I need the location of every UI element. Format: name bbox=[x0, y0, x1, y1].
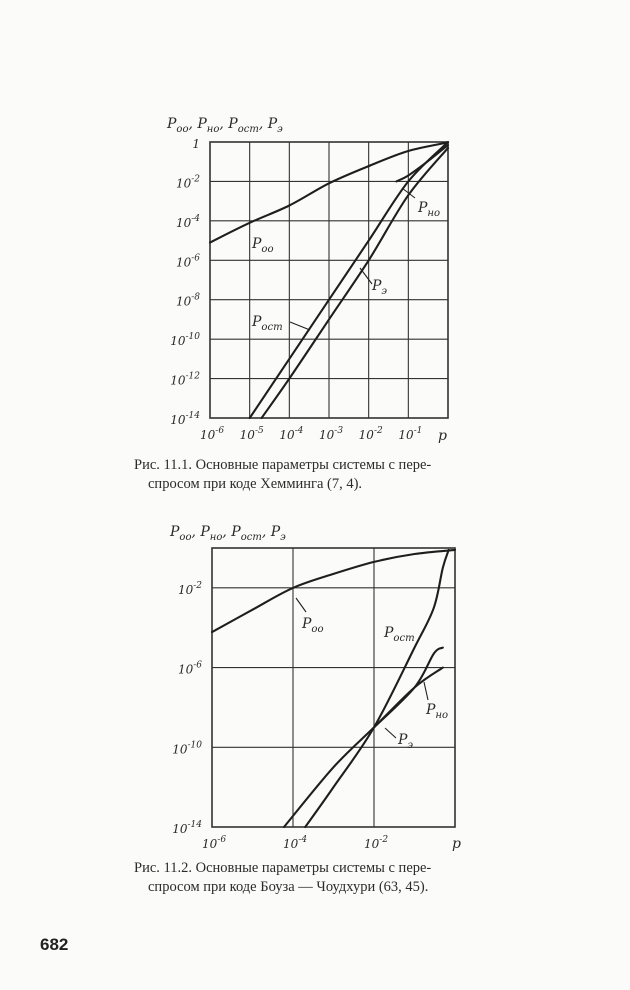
series-line-P_оо bbox=[212, 550, 455, 632]
caption-line-2: спросом при коде Хемминга (7, 4). bbox=[148, 476, 363, 492]
y-tick-label: $10^{-2}$ bbox=[177, 580, 202, 597]
x-tick-label: $10^{-6}$ bbox=[202, 835, 227, 851]
series-label-P_э: $P_э$ bbox=[398, 732, 414, 751]
y-tick-label: $10^{-6}$ bbox=[177, 660, 202, 677]
y-tick-label: $10^{-2}$ bbox=[175, 174, 200, 191]
grid bbox=[212, 548, 455, 827]
y-tick-label: $10^{-14}$ bbox=[172, 820, 202, 836]
tick-labels bbox=[172, 581, 388, 851]
x-tick-label: $10^{-4}$ bbox=[279, 426, 304, 442]
y-tick-label: $10^{-8}$ bbox=[175, 292, 200, 309]
y-tick-label: $10^{-10}$ bbox=[172, 740, 202, 757]
y-tick-label: $10^{-14}$ bbox=[170, 411, 200, 427]
series-leader-line bbox=[385, 728, 396, 738]
series-curves bbox=[212, 550, 455, 827]
series-label-P_э: $P_э$ bbox=[372, 278, 388, 297]
caption-line-1: Рис. 11.1. Основные параметры системы с пере- bbox=[134, 457, 432, 473]
caption-line-1: Рис. 11.2. Основные параметры системы с пере- bbox=[134, 860, 432, 876]
x-tick-label: $10^{-5}$ bbox=[239, 426, 264, 442]
x-tick-label: $10^{-2}$ bbox=[364, 835, 389, 851]
series-label-P_но: $P_{но}$ bbox=[418, 200, 441, 219]
series-leader-line bbox=[296, 598, 306, 612]
y-tick-label: 1 bbox=[192, 137, 200, 151]
x-tick-label: $10^{-2}$ bbox=[358, 426, 383, 442]
x-tick-label: $10^{-4}$ bbox=[283, 835, 308, 851]
y-tick-label: $10^{-6}$ bbox=[175, 253, 200, 270]
series-label-P_но: $P_{но}$ bbox=[426, 702, 449, 721]
y-tick-label: $10^{-4}$ bbox=[175, 213, 200, 230]
series-line-P_ост bbox=[305, 550, 449, 827]
y-tick-label: $10^{-12}$ bbox=[170, 371, 200, 388]
series-label-P_ост: $P_{ост}$ bbox=[384, 625, 415, 644]
figure-11-2-caption bbox=[134, 859, 504, 897]
page-number: 682 bbox=[40, 935, 69, 954]
series-leader-line bbox=[424, 682, 428, 700]
plot-frame bbox=[212, 548, 455, 827]
caption-line-2: спросом при коде Боуза — Чоудхури (63, 45). bbox=[148, 879, 429, 895]
y-axis-label: $P_{оо}$, $P_{но}$, $P_{ост}$, $P_э$ bbox=[170, 524, 286, 543]
x-tick-label: $10^{-6}$ bbox=[200, 426, 225, 442]
series-label-P_оо: $P_{оо}$ bbox=[302, 616, 324, 635]
x-tick-label: $10^{-3}$ bbox=[319, 426, 344, 442]
y-axis-label: $P_{оо}$, $P_{но}$, $P_{ост}$, $P_э$ bbox=[167, 116, 283, 135]
series-label-P_оо: $P_{оо}$ bbox=[252, 236, 274, 255]
x-axis-label: p bbox=[438, 428, 447, 444]
series-label-P_ост: $P_{ост}$ bbox=[252, 314, 283, 333]
x-tick-label: $10^{-1}$ bbox=[398, 426, 423, 442]
y-tick-label: $10^{-10}$ bbox=[170, 332, 200, 349]
x-axis-label: p bbox=[452, 836, 461, 852]
